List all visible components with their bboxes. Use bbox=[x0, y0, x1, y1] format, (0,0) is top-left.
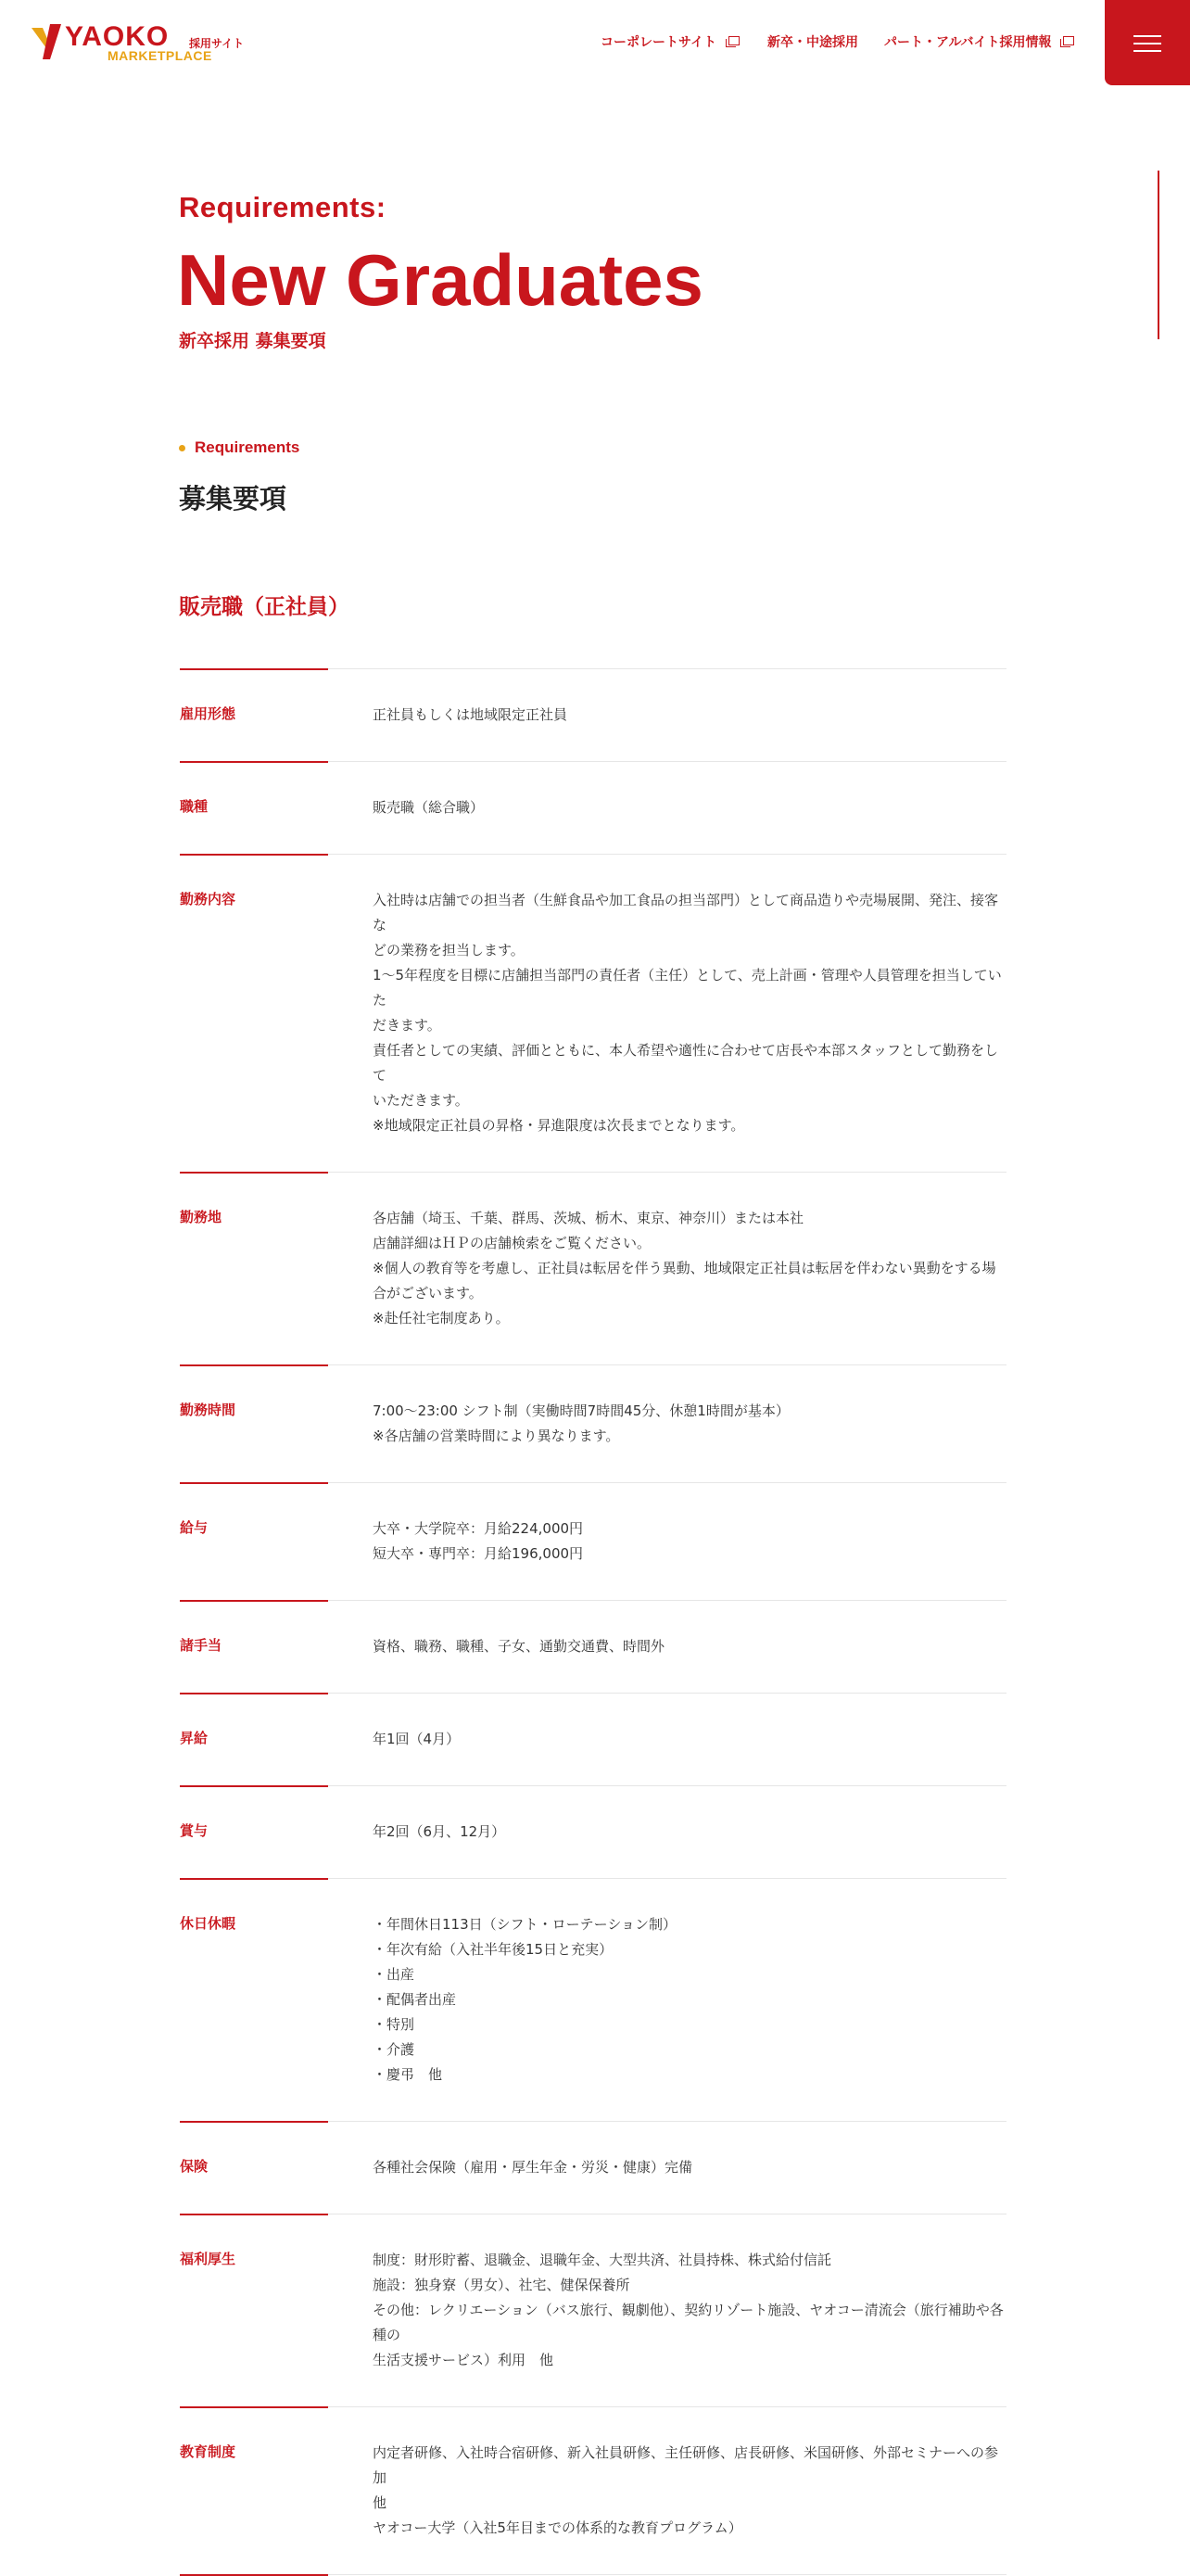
hamburger-icon bbox=[1133, 50, 1161, 52]
requirement-row bbox=[180, 2214, 1006, 2406]
requirement-value-line: ・特別 bbox=[373, 2016, 415, 2033]
requirement-value-line: 年1回（4月） bbox=[373, 1731, 461, 1747]
requirement-value-line: どの業務を担当します。 bbox=[373, 942, 525, 958]
requirement-value-line: 資格、職務、職種、子女、通勤交通費、時間外 bbox=[373, 1638, 665, 1655]
nav-corporate-site-label: コーポレートサイト bbox=[601, 35, 717, 50]
requirement-heading: 休日休暇 bbox=[180, 1915, 236, 1932]
requirement-value-line: 1〜5年程度を目標に店舗担当部門の責任者（主任）として、売上計画・管理や人員管理を担当していた bbox=[373, 967, 1002, 1009]
requirement-value bbox=[373, 2214, 1006, 2406]
requirement-heading: 昇給 bbox=[180, 1730, 209, 1746]
requirement-value bbox=[373, 1786, 1006, 1878]
requirement-value-line: ・年間休日113日（シフト・ローテーション制） bbox=[373, 1916, 677, 1933]
requirements-table-end-rule bbox=[180, 2574, 1006, 2575]
requirement-value-line: ヤオコー大学（入社5年目までの体系的な教育プログラム） bbox=[373, 2519, 742, 2536]
requirement-value bbox=[373, 2407, 1006, 2574]
page-subtitle: 新卒採用 募集要項 bbox=[179, 331, 326, 351]
requirement-heading: 勤務地 bbox=[180, 1209, 222, 1225]
requirement-row bbox=[180, 1878, 1006, 2121]
requirement-value bbox=[373, 2122, 1006, 2214]
job-title: 販売職（正社員） bbox=[179, 595, 349, 619]
scroll-progress-indicator bbox=[1158, 171, 1159, 339]
requirement-value-line: 販売職（総合職） bbox=[373, 799, 485, 816]
external-link-icon bbox=[1060, 36, 1073, 47]
requirement-value-line: 7:00〜23:00 シフト制（実働時間7時間45分、休憩1時間が基本） bbox=[373, 1402, 790, 1419]
requirement-value bbox=[373, 1365, 1006, 1482]
yaoko-logo[interactable] bbox=[30, 21, 212, 63]
requirement-value-line: 施設：独身寮（男女）、社宅、健保保養所 bbox=[373, 2277, 630, 2293]
requirement-value-line: 合がございます。 bbox=[373, 1285, 483, 1301]
requirement-row bbox=[180, 1785, 1006, 1878]
requirement-value bbox=[373, 1601, 1006, 1693]
requirement-value-line: ※地域限定正社員の昇格・昇進限度は次長までとなります。 bbox=[373, 1117, 745, 1134]
external-link-icon bbox=[726, 36, 739, 47]
requirement-row bbox=[180, 761, 1006, 854]
section-label-text: Requirements bbox=[195, 438, 300, 456]
bullet-dot-icon bbox=[179, 445, 185, 451]
section-title: 募集要項 bbox=[179, 483, 287, 514]
page-title: New Graduates bbox=[177, 239, 703, 321]
requirement-value-line: 入社時は店舗での担当者（生鮮食品や加工食品の担当部門）として商品造りや売場展開、発注、接客な bbox=[373, 892, 999, 933]
requirement-value-line: ※赴任社宅制度あり。 bbox=[373, 1310, 510, 1326]
requirement-row bbox=[180, 1482, 1006, 1600]
requirement-heading: 勤務時間 bbox=[180, 1402, 236, 1418]
requirement-value-line: ・配偶者出産 bbox=[373, 1991, 457, 2008]
nav-part-time-label: パート・アルバイト採用情報 bbox=[884, 35, 1052, 50]
requirement-heading: 給与 bbox=[180, 1519, 209, 1536]
requirement-heading: 保険 bbox=[180, 2158, 209, 2175]
requirement-value-line: ・出産 bbox=[373, 1966, 415, 1983]
requirement-heading: 勤務内容 bbox=[180, 891, 236, 907]
requirement-heading: 職種 bbox=[180, 798, 209, 815]
requirement-value-line: 正社員もしくは地域限定正社員 bbox=[373, 706, 568, 723]
requirement-value-line: 大卒・大学院卒：月給224,000円 bbox=[373, 1520, 584, 1537]
hamburger-menu-button[interactable] bbox=[1105, 0, 1190, 85]
requirement-value-line: 短大卒・専門卒：月給196,000円 bbox=[373, 1545, 584, 1562]
nav-part-time[interactable] bbox=[884, 32, 1073, 51]
yaoko-logo-mark-icon bbox=[30, 22, 63, 61]
requirement-value-line: 年2回（6月、12月） bbox=[373, 1823, 506, 1840]
nav-new-mid-career[interactable] bbox=[767, 32, 858, 51]
requirement-heading: 福利厚生 bbox=[180, 2251, 236, 2267]
requirement-value bbox=[373, 1173, 1006, 1364]
requirement-value-line: ・慶弔 他 bbox=[373, 2066, 443, 2083]
requirement-row bbox=[180, 2121, 1006, 2214]
requirement-value-line: 制度：財形貯蓄、退職金、退職年金、大型共済、社員持株、株式給付信託 bbox=[373, 2252, 832, 2268]
hero-kicker: Requirements: bbox=[179, 191, 386, 223]
section-label bbox=[179, 438, 299, 457]
requirement-value-line: ・年次有給（入社半年後15日と充実） bbox=[373, 1941, 614, 1958]
requirement-value-line: ※個人の教育等を考慮し、正社員は転居を伴う異動、地域限定正社員は転居を伴わない異動をする場 bbox=[373, 1260, 996, 1276]
requirement-value-line: 責任者としての実績、評価とともに、本人希望や適性に合わせて店長や本部スタッフとして勤務をして bbox=[373, 1042, 999, 1084]
requirement-value-line: 店舗詳細はＨＰの店舗検索をご覧ください。 bbox=[373, 1235, 652, 1251]
requirement-row bbox=[180, 1172, 1006, 1364]
requirements-table bbox=[180, 668, 1006, 2575]
requirement-value-line: いただきます。 bbox=[373, 1092, 469, 1109]
nav-corporate-site[interactable] bbox=[601, 32, 739, 51]
logo-wordmark: YAOKO bbox=[65, 21, 170, 52]
hamburger-icon bbox=[1133, 43, 1161, 44]
requirement-value bbox=[373, 1694, 1006, 1785]
requirement-row bbox=[180, 854, 1006, 1172]
requirement-value bbox=[373, 762, 1006, 854]
requirement-value-line: ※各店舗の営業時間により異なります。 bbox=[373, 1428, 620, 1444]
requirement-row bbox=[180, 1364, 1006, 1482]
requirement-value-line: だきます。 bbox=[373, 1017, 441, 1034]
requirement-value bbox=[373, 669, 1006, 761]
requirement-row bbox=[180, 668, 1006, 761]
requirement-value-line: 他 bbox=[373, 2494, 387, 2511]
logo-subtitle: MARKETPLACE bbox=[108, 48, 212, 63]
requirement-heading: 賞与 bbox=[180, 1822, 209, 1839]
requirement-value-line: 生活支援サービス）利用 他 bbox=[373, 2352, 554, 2368]
requirement-row bbox=[180, 1693, 1006, 1785]
site-label: 採用サイト bbox=[189, 37, 245, 50]
requirement-value bbox=[373, 855, 1006, 1172]
hamburger-icon bbox=[1133, 35, 1161, 37]
requirement-row bbox=[180, 2406, 1006, 2574]
requirement-heading: 雇用形態 bbox=[180, 705, 236, 722]
site-header bbox=[0, 0, 1190, 85]
requirement-value-line: その他：レクリエーション（バス旅行、観劇他）、契約リゾート施設、ヤオコー清流会（旅行補助や各種の bbox=[373, 2302, 1004, 2343]
requirement-row bbox=[180, 1600, 1006, 1693]
requirement-value-line: 内定者研修、入社時合宿研修、新入社員研修、主任研修、店長研修、米国研修、外部セミナーへの参加 bbox=[373, 2444, 999, 2486]
requirement-value-line: ・介護 bbox=[373, 2041, 415, 2058]
requirement-heading: 諸手当 bbox=[180, 1637, 222, 1654]
requirement-value bbox=[373, 1483, 1006, 1600]
requirement-value-line: 各種社会保険（雇用・厚生年金・労災・健康）完備 bbox=[373, 2159, 693, 2176]
requirement-value bbox=[373, 1879, 1006, 2121]
requirement-heading: 教育制度 bbox=[180, 2443, 236, 2460]
nav-new-mid-career-label: 新卒・中途採用 bbox=[767, 35, 858, 50]
requirement-value-line: 各店舗（埼玉、千葉、群馬、茨城、栃木、東京、神奈川）または本社 bbox=[373, 1210, 804, 1226]
